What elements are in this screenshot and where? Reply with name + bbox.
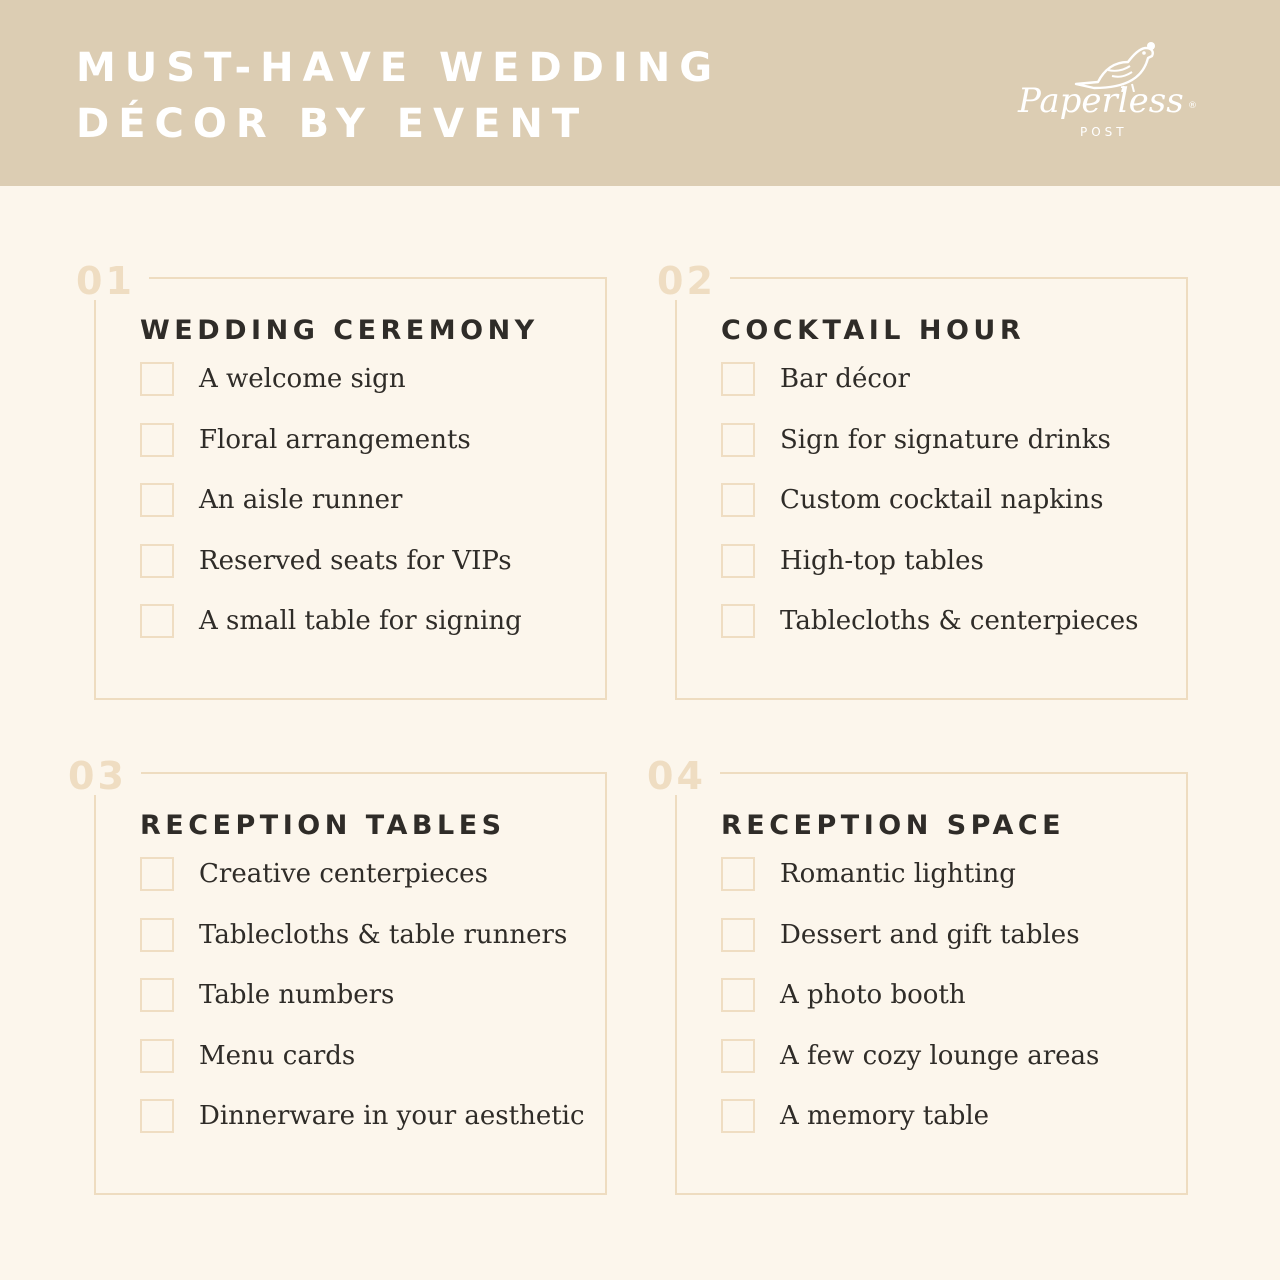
logo-subtitle: POST [1080, 125, 1128, 139]
checkbox[interactable] [140, 483, 174, 517]
checklist-item-label: Bar décor [780, 364, 910, 394]
logo-wordmark: Paperless [1018, 81, 1184, 121]
section-reception-tables [68, 754, 656, 1217]
checkbox[interactable] [140, 423, 174, 457]
checklist-item-label: Dessert and gift tables [780, 919, 1080, 950]
checklist-item-label: Reserved seats for VIPs [199, 545, 512, 576]
checklist-item-label: An aisle runner [199, 485, 403, 515]
checklist-item-label: Dinnerware in your aesthetic [199, 1101, 585, 1131]
page-title-line-2: DÉCOR BY EVENT [76, 101, 589, 147]
checkbox[interactable] [140, 1039, 174, 1073]
checkbox[interactable] [721, 423, 755, 457]
checkbox[interactable] [140, 604, 174, 638]
header-banner [0, 0, 1280, 186]
checklist-item-label: A welcome sign [199, 364, 406, 394]
checkbox[interactable] [140, 1099, 174, 1133]
paperless-post-logo[interactable] [1012, 40, 1212, 150]
section-number: 02 [657, 262, 730, 300]
section-cocktail-hour [657, 259, 1237, 722]
checklist-item-label: Tablecloths & table runners [199, 919, 568, 950]
section-wedding-ceremony [76, 259, 656, 722]
checkbox[interactable] [721, 1039, 755, 1073]
checklist-item-label: Floral arrangements [199, 424, 471, 455]
page-title-line-1: MUST-HAVE WEDDING [76, 45, 722, 91]
section-title: COCKTAIL HOUR [721, 315, 1026, 346]
checklist-item-label: Romantic lighting [780, 859, 1016, 889]
checkbox[interactable] [721, 362, 755, 396]
checklist-item-label: Sign for signature drinks [780, 424, 1111, 455]
checklist-item-label: Creative centerpieces [199, 859, 488, 889]
section-title: WEDDING CEREMONY [140, 315, 539, 346]
checkbox[interactable] [140, 978, 174, 1012]
section-title: RECEPTION SPACE [721, 810, 1066, 841]
checklist-item-label: Menu cards [199, 1040, 356, 1071]
checklist-item-label: Tablecloths & centerpieces [780, 606, 1139, 636]
checklist-item-label: A photo booth [780, 980, 966, 1010]
section-number: 03 [68, 757, 141, 795]
section-number: 01 [76, 262, 149, 300]
section-number: 04 [647, 757, 720, 795]
section-title: RECEPTION TABLES [140, 810, 506, 841]
checkbox[interactable] [140, 857, 174, 891]
checkbox[interactable] [140, 918, 174, 952]
checkbox[interactable] [140, 362, 174, 396]
checkbox[interactable] [140, 544, 174, 578]
checklist-item-label: A memory table [780, 1101, 990, 1131]
checkbox[interactable] [721, 978, 755, 1012]
checkbox[interactable] [721, 1099, 755, 1133]
checkbox[interactable] [721, 604, 755, 638]
logo-registered-mark: ® [1188, 101, 1197, 111]
checklist-item-label: A small table for signing [199, 606, 522, 636]
checklist-item-label: A few cozy lounge areas [780, 1040, 1100, 1071]
section-reception-space [647, 754, 1237, 1217]
checklist-item-label: Custom cocktail napkins [780, 485, 1104, 515]
checklist-item-label: Table numbers [199, 980, 395, 1010]
checkbox[interactable] [721, 483, 755, 517]
checklist-item-label: High-top tables [780, 545, 984, 576]
checkbox[interactable] [721, 857, 755, 891]
checkbox[interactable] [721, 918, 755, 952]
checkbox[interactable] [721, 544, 755, 578]
